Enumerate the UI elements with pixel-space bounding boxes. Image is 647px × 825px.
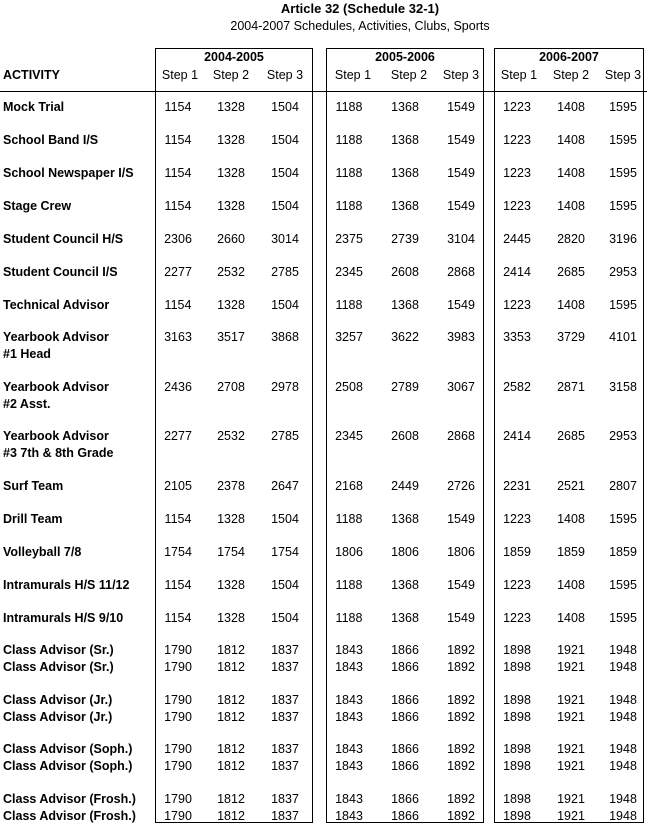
activity-label: Class Advisor (Soph.): [3, 742, 133, 756]
salary-cell: 1948: [609, 693, 637, 707]
salary-cell: 1921: [557, 759, 585, 773]
salary-cell: 3067: [447, 380, 475, 394]
step-header: Step 3: [442, 68, 480, 82]
salary-cell: 1806: [391, 545, 419, 559]
salary-cell: 1812: [217, 759, 245, 773]
salary-cell: 2685: [557, 265, 585, 279]
salary-cell: 1892: [447, 660, 475, 674]
salary-cell: 2953: [609, 429, 637, 443]
salary-cell: 1790: [164, 809, 192, 823]
year-header: 2004-2005: [204, 50, 264, 64]
salary-cell: 1898: [503, 742, 531, 756]
salary-cell: 1154: [164, 578, 192, 592]
salary-cell: 1188: [335, 512, 363, 526]
activity-label: School Newspaper I/S: [3, 166, 134, 180]
salary-cell: 1595: [609, 512, 637, 526]
salary-cell: 1921: [557, 693, 585, 707]
salary-cell: 1837: [271, 809, 299, 823]
salary-cell: 1408: [557, 512, 585, 526]
salary-cell: 3158: [609, 380, 637, 394]
salary-cell: 3729: [557, 330, 585, 344]
salary-cell: 2345: [335, 429, 363, 443]
salary-cell: 1328: [217, 166, 245, 180]
salary-cell: 2105: [164, 479, 192, 493]
salary-cell: 1328: [217, 611, 245, 625]
step-header: Step 2: [212, 68, 250, 82]
activity-label: Class Advisor (Jr.): [3, 710, 113, 724]
salary-cell: 2647: [271, 479, 299, 493]
salary-cell: 2532: [217, 429, 245, 443]
salary-cell: 2953: [609, 265, 637, 279]
step-header: Step 2: [552, 68, 590, 82]
salary-cell: 1754: [217, 545, 245, 559]
salary-cell: 1595: [609, 578, 637, 592]
salary-cell: 1812: [217, 693, 245, 707]
salary-cell: 1504: [271, 100, 299, 114]
salary-cell: 3353: [503, 330, 531, 344]
salary-cell: 1408: [557, 100, 585, 114]
salary-cell: 1549: [447, 100, 475, 114]
activity-label: Class Advisor (Soph.): [3, 759, 133, 773]
salary-cell: 2521: [557, 479, 585, 493]
activity-label: Intramurals H/S 9/10: [3, 611, 124, 625]
salary-cell: 1837: [271, 643, 299, 657]
salary-cell: 2660: [217, 232, 245, 246]
salary-cell: 2508: [335, 380, 363, 394]
salary-cell: 1223: [503, 166, 531, 180]
salary-cell: 1790: [164, 660, 192, 674]
salary-cell: 1368: [391, 166, 419, 180]
salary-cell: 1866: [391, 792, 419, 806]
salary-cell: 1549: [447, 578, 475, 592]
salary-cell: 1368: [391, 133, 419, 147]
salary-cell: 1866: [391, 742, 419, 756]
salary-cell: 2868: [447, 429, 475, 443]
salary-cell: 1368: [391, 199, 419, 213]
document-title: Article 32 (Schedule 32-1): [280, 1, 440, 16]
salary-cell: 1408: [557, 611, 585, 625]
activity-label: Class Advisor (Jr.): [3, 693, 113, 707]
salary-cell: 2807: [609, 479, 637, 493]
step-header: Step 2: [390, 68, 428, 82]
salary-cell: 1408: [557, 166, 585, 180]
salary-cell: 1223: [503, 100, 531, 114]
salary-cell: 1866: [391, 809, 419, 823]
salary-cell: 1948: [609, 710, 637, 724]
salary-cell: 1892: [447, 792, 475, 806]
salary-cell: 1328: [217, 512, 245, 526]
salary-cell: 1898: [503, 693, 531, 707]
salary-cell: 1549: [447, 133, 475, 147]
salary-cell: 1921: [557, 742, 585, 756]
document-subtitle: 2004-2007 Schedules, Activities, Clubs, Sports: [230, 19, 490, 33]
salary-cell: 1812: [217, 660, 245, 674]
salary-cell: 1408: [557, 298, 585, 312]
salary-cell: 1154: [164, 100, 192, 114]
activity-label: #1 Head: [3, 347, 51, 361]
activity-label: School Band I/S: [3, 133, 99, 147]
salary-cell: 1859: [609, 545, 637, 559]
salary-cell: 1790: [164, 643, 192, 657]
salary-cell: 1790: [164, 710, 192, 724]
salary-cell: 1859: [503, 545, 531, 559]
activity-label: Mock Trial: [3, 100, 65, 114]
activity-label: Surf Team: [3, 479, 64, 493]
salary-cell: 1806: [335, 545, 363, 559]
salary-cell: 1898: [503, 809, 531, 823]
salary-cell: 1154: [164, 199, 192, 213]
salary-cell: 1223: [503, 199, 531, 213]
activity-label: Yearbook Advisor: [3, 380, 109, 394]
activity-label: Yearbook Advisor: [3, 330, 109, 344]
salary-cell: 1790: [164, 759, 192, 773]
salary-cell: 1790: [164, 792, 192, 806]
salary-cell: 1549: [447, 611, 475, 625]
salary-cell: 1328: [217, 199, 245, 213]
salary-cell: 2685: [557, 429, 585, 443]
salary-cell: 1408: [557, 578, 585, 592]
salary-cell: 3104: [447, 232, 475, 246]
salary-cell: 3014: [271, 232, 299, 246]
salary-cell: 1223: [503, 611, 531, 625]
salary-cell: 1549: [447, 298, 475, 312]
salary-cell: 2608: [391, 429, 419, 443]
salary-cell: 1948: [609, 809, 637, 823]
salary-cell: 1892: [447, 759, 475, 773]
salary-cell: 1921: [557, 792, 585, 806]
salary-cell: 2978: [271, 380, 299, 394]
salary-cell: 1898: [503, 660, 531, 674]
activity-label: Yearbook Advisor: [3, 429, 109, 443]
salary-cell: 1837: [271, 660, 299, 674]
salary-cell: 1843: [335, 809, 363, 823]
salary-cell: 3868: [271, 330, 299, 344]
salary-cell: 1328: [217, 133, 245, 147]
salary-cell: 2449: [391, 479, 419, 493]
salary-cell: 2608: [391, 265, 419, 279]
salary-cell: 1843: [335, 660, 363, 674]
salary-cell: 1790: [164, 742, 192, 756]
salary-cell: 1188: [335, 611, 363, 625]
salary-cell: 1790: [164, 693, 192, 707]
salary-cell: 1898: [503, 710, 531, 724]
salary-cell: 2414: [503, 265, 531, 279]
salary-cell: 2277: [164, 429, 192, 443]
salary-cell: 1948: [609, 643, 637, 657]
salary-cell: 1188: [335, 298, 363, 312]
salary-cell: 1866: [391, 643, 419, 657]
salary-cell: 3196: [609, 232, 637, 246]
salary-cell: 1504: [271, 133, 299, 147]
step-header: Step 1: [334, 68, 372, 82]
salary-cell: 1328: [217, 578, 245, 592]
salary-cell: 1859: [557, 545, 585, 559]
salary-cell: 3163: [164, 330, 192, 344]
salary-cell: 1595: [609, 166, 637, 180]
salary-cell: 1843: [335, 792, 363, 806]
salary-cell: 3622: [391, 330, 419, 344]
salary-cell: 1754: [271, 545, 299, 559]
salary-cell: 1866: [391, 693, 419, 707]
salary-cell: 1368: [391, 100, 419, 114]
salary-cell: 1408: [557, 199, 585, 213]
salary-cell: 1843: [335, 759, 363, 773]
salary-cell: 1188: [335, 166, 363, 180]
salary-cell: 2739: [391, 232, 419, 246]
year-header: 2006-2007: [539, 50, 599, 64]
salary-cell: 1843: [335, 742, 363, 756]
salary-cell: 1549: [447, 166, 475, 180]
salary-cell: 2871: [557, 380, 585, 394]
salary-cell: 1843: [335, 693, 363, 707]
salary-cell: 2414: [503, 429, 531, 443]
salary-cell: 1866: [391, 759, 419, 773]
salary-cell: 1866: [391, 710, 419, 724]
salary-cell: 2820: [557, 232, 585, 246]
salary-cell: 1843: [335, 643, 363, 657]
salary-cell: 1188: [335, 578, 363, 592]
salary-cell: 1948: [609, 759, 637, 773]
salary-cell: 4101: [609, 330, 637, 344]
salary-cell: 1892: [447, 643, 475, 657]
salary-cell: 1504: [271, 199, 299, 213]
salary-cell: 1812: [217, 643, 245, 657]
activity-label: #2 Asst.: [3, 397, 51, 411]
salary-cell: 1368: [391, 298, 419, 312]
salary-cell: 1408: [557, 133, 585, 147]
salary-cell: 2345: [335, 265, 363, 279]
salary-cell: 2378: [217, 479, 245, 493]
salary-cell: 1892: [447, 742, 475, 756]
salary-cell: 1812: [217, 742, 245, 756]
salary-cell: 2277: [164, 265, 192, 279]
salary-cell: 1595: [609, 100, 637, 114]
salary-cell: 1504: [271, 166, 299, 180]
salary-cell: 1368: [391, 611, 419, 625]
salary-cell: 2785: [271, 265, 299, 279]
activity-label: Stage Crew: [3, 199, 72, 213]
step-header: Step 3: [266, 68, 304, 82]
salary-cell: 2231: [503, 479, 531, 493]
salary-cell: 1188: [335, 100, 363, 114]
salary-cell: 1154: [164, 133, 192, 147]
activity-label: Student Council H/S: [3, 232, 124, 246]
salary-cell: 2168: [335, 479, 363, 493]
activity-label: Class Advisor (Sr.): [3, 660, 114, 674]
salary-cell: 2532: [217, 265, 245, 279]
salary-cell: 1806: [447, 545, 475, 559]
salary-cell: 1812: [217, 792, 245, 806]
salary-cell: 1837: [271, 759, 299, 773]
salary-cell: 1595: [609, 199, 637, 213]
salary-cell: 1837: [271, 693, 299, 707]
salary-cell: 1843: [335, 710, 363, 724]
salary-cell: 2868: [447, 265, 475, 279]
activity-label: Drill Team: [3, 512, 63, 526]
salary-cell: 1892: [447, 693, 475, 707]
salary-cell: 1921: [557, 660, 585, 674]
salary-cell: 1154: [164, 298, 192, 312]
salary-cell: 2708: [217, 380, 245, 394]
salary-cell: 1549: [447, 199, 475, 213]
salary-cell: 1549: [447, 512, 475, 526]
salary-cell: 2789: [391, 380, 419, 394]
activity-label: Volleyball 7/8: [3, 545, 82, 559]
salary-cell: 1837: [271, 710, 299, 724]
salary-cell: 1812: [217, 809, 245, 823]
salary-cell: 1154: [164, 512, 192, 526]
salary-cell: 1898: [503, 759, 531, 773]
salary-cell: 1948: [609, 742, 637, 756]
step-header: Step 1: [161, 68, 199, 82]
salary-cell: 2582: [503, 380, 531, 394]
salary-cell: 1921: [557, 643, 585, 657]
salary-cell: 1368: [391, 578, 419, 592]
salary-cell: 2785: [271, 429, 299, 443]
activity-label: Technical Advisor: [3, 298, 110, 312]
salary-cell: 1921: [557, 809, 585, 823]
salary-cell: 1837: [271, 792, 299, 806]
salary-cell: 1154: [164, 611, 192, 625]
salary-cell: 1328: [217, 100, 245, 114]
salary-cell: 2306: [164, 232, 192, 246]
salary-cell: 1754: [164, 545, 192, 559]
salary-cell: 1595: [609, 133, 637, 147]
step-header: Step 1: [500, 68, 538, 82]
salary-cell: 1892: [447, 710, 475, 724]
salary-cell: 1921: [557, 710, 585, 724]
salary-cell: 2445: [503, 232, 531, 246]
activity-label: Student Council I/S: [3, 265, 118, 279]
salary-cell: 1866: [391, 660, 419, 674]
salary-cell: 1504: [271, 298, 299, 312]
salary-cell: 1223: [503, 298, 531, 312]
salary-cell: 1328: [217, 298, 245, 312]
salary-cell: 1504: [271, 611, 299, 625]
salary-cell: 1188: [335, 199, 363, 213]
salary-cell: 3983: [447, 330, 475, 344]
salary-cell: 1504: [271, 512, 299, 526]
salary-cell: 1812: [217, 710, 245, 724]
salary-cell: 1595: [609, 298, 637, 312]
salary-cell: 2436: [164, 380, 192, 394]
salary-cell: 1948: [609, 792, 637, 806]
step-header: Step 3: [604, 68, 642, 82]
salary-cell: 2375: [335, 232, 363, 246]
salary-cell: 1154: [164, 166, 192, 180]
activity-label: Class Advisor (Frosh.): [3, 792, 136, 806]
salary-cell: 1223: [503, 578, 531, 592]
salary-cell: 1223: [503, 133, 531, 147]
salary-cell: 1188: [335, 133, 363, 147]
header-divider: [0, 91, 647, 92]
salary-cell: 2726: [447, 479, 475, 493]
salary-cell: 1504: [271, 578, 299, 592]
salary-cell: 1898: [503, 643, 531, 657]
activity-label: Intramurals H/S 11/12: [3, 578, 130, 592]
activity-label: #3 7th & 8th Grade: [3, 446, 114, 460]
activity-column-header: ACTIVITY: [3, 68, 60, 82]
salary-cell: 1595: [609, 611, 637, 625]
salary-cell: 1892: [447, 809, 475, 823]
activity-label: Class Advisor (Sr.): [3, 643, 114, 657]
salary-cell: 3257: [335, 330, 363, 344]
salary-cell: 1837: [271, 742, 299, 756]
salary-cell: 1898: [503, 792, 531, 806]
activity-label: Class Advisor (Frosh.): [3, 809, 136, 823]
salary-cell: 1948: [609, 660, 637, 674]
year-header: 2005-2006: [375, 50, 435, 64]
salary-cell: 1368: [391, 512, 419, 526]
salary-cell: 1223: [503, 512, 531, 526]
salary-cell: 3517: [217, 330, 245, 344]
